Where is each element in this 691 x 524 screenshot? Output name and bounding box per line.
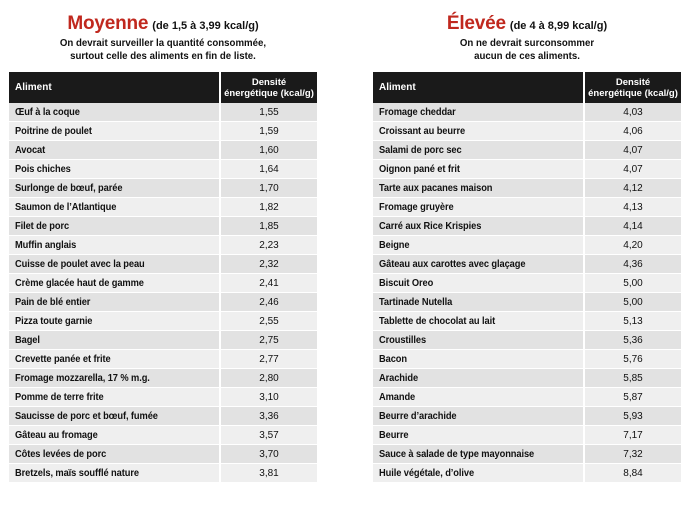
food-cell [373,274,585,293]
food-cell [9,312,221,331]
moderate-header [9,14,317,62]
high-density-table [373,72,681,483]
food-name: Fromage mozzarella, 17 % m.g. [15,372,150,384]
food-cell [9,274,221,293]
energy-density-value: 3,36 [221,407,317,426]
food-cell [9,122,221,141]
table-row [9,179,317,198]
energy-density-value: 4,07 [585,160,681,179]
energy-density-value: 3,57 [221,426,317,445]
food-cell [373,103,585,122]
energy-density-value: 4,36 [585,255,681,274]
food-cell [9,141,221,160]
food-name: Saumon de l’Atlantique [15,201,117,213]
energy-density-value: 2,41 [221,274,317,293]
food-name: Saucisse de porc et bœuf, fumée [15,410,158,422]
table-row [373,179,681,198]
food-cell [373,445,585,464]
food-cell [373,331,585,350]
high-title: Élevée [446,13,506,34]
food-name: Oignon pané et frit [379,163,460,175]
food-name: Poitrine de poulet [15,125,92,137]
food-name: Croissant au beurre [379,125,466,137]
density-header-line-1: Densité [615,76,651,88]
food-name: Bagel [15,334,40,346]
energy-density-value: 1,85 [221,217,317,236]
food-name: Pizza toute garnie [15,315,93,327]
table-row [373,122,681,141]
moderate-density-table [9,72,317,483]
table-row [9,369,317,388]
food-name: Gâteau aux carottes avec glaçage [379,258,526,270]
column-header-density [585,72,681,103]
energy-density-value: 3,10 [221,388,317,407]
density-header-line-2: énergétique (kcal/g) [588,87,678,99]
energy-density-value: 2,77 [221,350,317,369]
energy-density-value: 2,46 [221,293,317,312]
food-cell [9,103,221,122]
energy-density-value: 5,13 [585,312,681,331]
food-name: Huile végétale, d’olive [379,467,475,479]
table-row [373,141,681,160]
food-name: Tarte aux pacanes maison [379,182,493,194]
table-row [373,255,681,274]
moderate-range: (de 1,5 à 3,99 kcal/g) [152,20,259,32]
energy-density-value: 4,14 [585,217,681,236]
food-name: Salami de porc sec [379,144,462,156]
table-row [9,426,317,445]
energy-density-value: 3,70 [221,445,317,464]
moderate-table-body [9,103,317,483]
moderate-subtitle-line-2: surtout celle des aliments en fin de liste. [70,50,256,62]
table-row [9,388,317,407]
food-name: Beurre d’arachide [379,410,457,422]
food-cell [373,236,585,255]
table-row [9,312,317,331]
food-cell [9,236,221,255]
table-row [373,217,681,236]
food-cell [9,255,221,274]
table-row [9,160,317,179]
table-row [9,445,317,464]
food-cell [9,198,221,217]
food-cell [373,388,585,407]
food-cell [9,445,221,464]
high-subtitle-line-1: On ne devrait surconsommer [459,37,595,49]
food-cell [9,179,221,198]
energy-density-value: 1,59 [221,122,317,141]
food-cell [9,160,221,179]
table-row [9,350,317,369]
food-name: Tartinade Nutella [379,296,453,308]
energy-density-value: 5,00 [585,274,681,293]
food-cell [9,331,221,350]
food-name: Côtes levées de porc [15,448,107,460]
energy-density-value: 2,32 [221,255,317,274]
food-cell [373,407,585,426]
table-row [373,103,681,122]
food-name: Crevette panée et frite [15,353,111,365]
food-cell [9,217,221,236]
table-header-row [9,72,317,103]
food-cell [373,160,585,179]
food-cell [373,179,585,198]
food-name: Œuf à la coque [15,106,80,118]
energy-density-value: 2,23 [221,236,317,255]
table-row [373,198,681,217]
table-row [9,141,317,160]
food-name: Biscuit Oreo [379,277,434,289]
food-name: Amande [379,391,416,403]
energy-density-value: 4,12 [585,179,681,198]
moderate-subtitle-line-1: On devrait surveiller la quantité consommée, [59,37,267,49]
food-cell [373,369,585,388]
food-cell [373,255,585,274]
food-name: Bacon [379,353,407,365]
food-cell [9,293,221,312]
food-cell [373,350,585,369]
food-name: Cuisse de poulet avec la peau [15,258,145,270]
table-row [9,331,317,350]
food-cell [9,388,221,407]
food-cell [373,464,585,483]
energy-density-value: 4,13 [585,198,681,217]
table-row [373,445,681,464]
food-cell [373,217,585,236]
energy-density-value: 4,20 [585,236,681,255]
table-row [373,388,681,407]
food-name: Croustilles [379,334,427,346]
energy-density-value: 2,75 [221,331,317,350]
food-name: Fromage gruyère [379,201,454,213]
food-name: Avocat [15,144,46,156]
food-name: Fromage cheddar [379,106,456,118]
food-name: Arachide [379,372,419,384]
column-header-food: Aliment [373,72,585,103]
food-name: Pain de blé entier [15,296,91,308]
food-name: Gâteau au fromage [15,429,98,441]
energy-density-value: 4,07 [585,141,681,160]
table-row [373,331,681,350]
energy-density-value: 5,76 [585,350,681,369]
high-header [373,14,681,62]
table-row [373,293,681,312]
energy-density-value: 1,60 [221,141,317,160]
moderate-density-panel [9,13,317,479]
food-cell [373,198,585,217]
energy-density-value: 2,55 [221,312,317,331]
food-name: Sauce à salade de type mayonnaise [379,448,535,460]
table-row [9,293,317,312]
table-header-row [373,72,681,103]
food-cell [9,369,221,388]
high-subtitle-line-2: aucun de ces aliments. [474,50,580,62]
food-name: Muffin anglais [15,239,77,251]
energy-density-value: 1,64 [221,160,317,179]
food-cell [9,350,221,369]
table-row [373,274,681,293]
energy-density-value: 5,00 [585,293,681,312]
table-row [373,312,681,331]
moderate-title: Moyenne [67,13,149,34]
table-row [373,407,681,426]
table-row [373,350,681,369]
energy-density-value: 5,85 [585,369,681,388]
food-name: Bretzels, maïs soufflé nature [15,467,139,479]
high-table-body [373,103,681,483]
energy-density-value: 4,03 [585,103,681,122]
table-row [9,464,317,483]
table-row [9,236,317,255]
food-cell [373,141,585,160]
food-cell [9,426,221,445]
food-name: Carré aux Rice Krispies [379,220,482,232]
energy-density-value: 1,70 [221,179,317,198]
column-header-density [221,72,317,103]
table-row [9,122,317,141]
table-row [9,198,317,217]
density-header-line-2: énergétique (kcal/g) [224,87,314,99]
energy-density-value: 5,36 [585,331,681,350]
energy-density-value: 3,81 [221,464,317,483]
food-cell [9,464,221,483]
food-cell [373,293,585,312]
food-cell [373,426,585,445]
food-name: Beurre [379,429,409,441]
food-name: Filet de porc [15,220,70,232]
energy-density-value: 4,06 [585,122,681,141]
energy-density-value: 1,55 [221,103,317,122]
high-density-panel [373,13,681,479]
energy-density-value: 8,84 [585,464,681,483]
food-name: Beigne [379,239,410,251]
food-name: Pomme de terre frite [15,391,104,403]
table-row [373,426,681,445]
table-row [9,407,317,426]
food-name: Pois chiches [15,163,71,175]
table-row [373,464,681,483]
table-row [9,103,317,122]
food-name: Crème glacée haut de gamme [15,277,144,289]
table-row [373,369,681,388]
food-name: Tablette de chocolat au lait [379,315,496,327]
table-row [373,160,681,179]
food-cell [9,407,221,426]
density-header-line-1: Densité [251,76,287,88]
high-range: (de 4 à 8,99 kcal/g) [509,20,608,32]
energy-density-value: 7,17 [585,426,681,445]
food-name: Surlonge de bœuf, parée [15,182,123,194]
table-row [9,274,317,293]
energy-density-value: 5,87 [585,388,681,407]
table-row [9,217,317,236]
energy-density-value: 7,32 [585,445,681,464]
energy-density-value: 2,80 [221,369,317,388]
table-row [9,255,317,274]
energy-density-value: 1,82 [221,198,317,217]
food-cell [373,122,585,141]
energy-density-value: 5,93 [585,407,681,426]
food-cell [373,312,585,331]
column-header-food: Aliment [9,72,221,103]
table-row [373,236,681,255]
